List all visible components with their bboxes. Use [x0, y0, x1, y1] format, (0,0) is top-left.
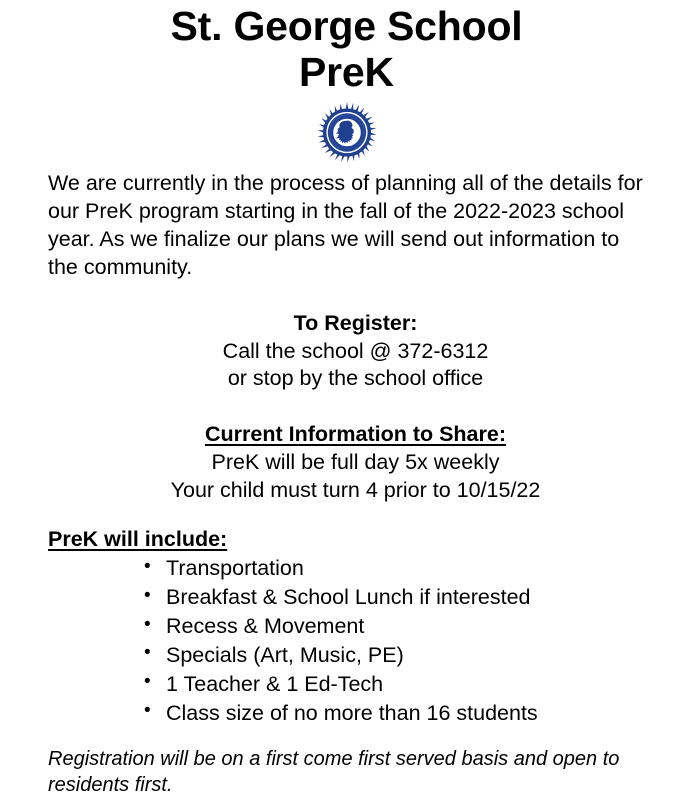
spacer [48, 505, 663, 527]
register-line-1: Call the school @ 372-6312 [222, 338, 489, 363]
page-title [0, 0, 693, 96]
register-section [48, 310, 663, 394]
current-information-heading: Current Information to Share: [204, 422, 506, 447]
register-line-2: or stop by the school office [227, 366, 484, 391]
list-item: • Transportation [144, 554, 663, 583]
include-heading: PreK will include: [48, 527, 228, 552]
list-item: • Recess & Movement [144, 612, 663, 641]
school-seal-logo-icon [317, 102, 377, 164]
current-information-line-1: PreK will be full day 5x weekly [211, 450, 500, 475]
page-title-line-1: St. George School [170, 3, 523, 49]
spacer [48, 282, 663, 310]
current-information-line-2: Your child must turn 4 prior to 10/15/22 [170, 478, 541, 503]
intro-paragraph: We are currently in the process of planning all of the details for our PreK program starting in the fall of the 2022-2023 school year. As we finalize our plans we will send out information to the community. [48, 170, 643, 279]
include-heading-row [48, 527, 663, 552]
logo-container [0, 102, 693, 164]
include-list [48, 554, 663, 727]
current-information-heading-row [48, 421, 663, 449]
list-item: • Breakfast & School Lunch if interested [144, 583, 663, 612]
register-heading: To Register: [293, 310, 418, 335]
registration-note: Registration will be on a first come first served basis and open to residents first. [48, 747, 620, 796]
page-title-line-2: PreK [299, 48, 394, 95]
list-item: • Class size of no more than 16 students [144, 699, 663, 728]
current-information-section [48, 421, 663, 505]
document-body [0, 170, 693, 798]
list-item: • 1 Teacher & 1 Ed-Tech [144, 670, 663, 699]
spacer [48, 393, 663, 421]
list-item: • Specials (Art, Music, PE) [144, 641, 663, 670]
register-heading-row [48, 310, 663, 338]
